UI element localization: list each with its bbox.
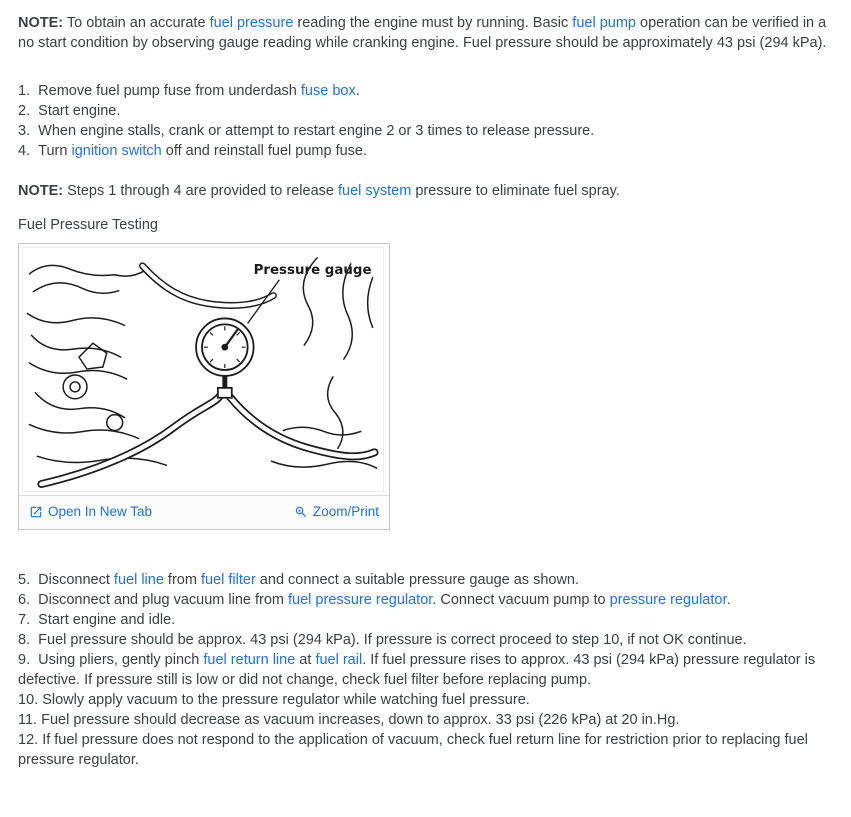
text-segment: Fuel pressure should decrease as vacuum increases, down to approx. 33 psi (226 kPa) at 20 in.Hg. <box>41 712 680 728</box>
inline-link[interactable]: pressure regulator <box>609 592 727 608</box>
step-number: 6. <box>18 592 39 608</box>
text-segment: from <box>163 572 201 588</box>
text-segment: reading the engine must by running. Basic <box>293 15 573 31</box>
step-item <box>18 81 833 101</box>
step-text <box>18 652 815 688</box>
inline-link[interactable]: fuse box <box>300 83 356 99</box>
note-text <box>18 15 826 51</box>
text-segment: Disconnect <box>38 572 114 588</box>
step-text <box>18 732 808 768</box>
text-segment: . If fuel pressure rises to approx. 43 psi (294 kPa) pressure regulator is defective. If pressure still is low or did not change, check fuel filter before replacing pump. <box>18 652 816 688</box>
text-segment: Turn <box>38 143 72 159</box>
text-segment: operation can be verified in a no start condition by observing gauge reading while cranking engine. Fuel pressure should be approximately 43 psi (294 kPa). <box>18 15 827 51</box>
steps-1-4 <box>18 81 833 161</box>
inline-link[interactable]: fuel pressure <box>209 15 294 31</box>
text-segment: Fuel pressure should be approx. 43 psi (294 kPa). If pressure is correct proceed to step 10, if not OK continue. <box>38 632 747 648</box>
step-number: 5. <box>18 572 39 588</box>
open-in-new-icon <box>29 505 43 519</box>
step-text <box>38 143 367 159</box>
inline-link[interactable]: fuel pump <box>572 15 636 31</box>
step-number: 3. <box>18 123 39 139</box>
step-text <box>42 692 530 708</box>
step-number: 8. <box>18 632 39 648</box>
step-number: 4. <box>18 143 39 159</box>
text-segment: Start engine and idle. <box>38 612 176 628</box>
engine-line-drawing <box>22 247 384 492</box>
note-text <box>63 183 620 199</box>
step-text <box>38 103 120 119</box>
note-mid <box>18 181 833 201</box>
step-text <box>41 712 679 728</box>
step-number: 7. <box>18 612 39 628</box>
text-segment: pressure to eliminate fuel spray. <box>411 183 620 199</box>
step-text <box>38 83 360 99</box>
step-text <box>38 612 175 628</box>
text-segment: Start engine. <box>38 103 121 119</box>
text-segment: off and reinstall fuel pump fuse. <box>161 143 368 159</box>
step-item <box>18 730 833 770</box>
text-segment: . <box>726 592 731 608</box>
text-segment: If fuel pressure does not respond to the application of vacuum, check fuel return line for restriction prior to replacing fuel pressure regulator. <box>18 732 808 768</box>
note-top <box>18 13 833 53</box>
step-text <box>38 123 594 139</box>
text-segment: and connect a suitable pressure gauge as shown. <box>255 572 580 588</box>
inline-link[interactable]: fuel return line <box>203 652 296 668</box>
figure-title: Fuel Pressure Testing <box>18 217 158 233</box>
step-number: 1. <box>18 83 39 99</box>
inline-link[interactable]: fuel pressure regulator <box>288 592 433 608</box>
zoom-print-link[interactable] <box>294 502 379 522</box>
step-number: 12. <box>18 732 43 748</box>
figure-block <box>18 215 833 530</box>
text-segment: . Connect vacuum pump to <box>432 592 610 608</box>
step-item <box>18 141 833 161</box>
step-text <box>38 632 746 648</box>
pressure-gauge-label: Pressure gauge <box>253 262 372 278</box>
step-item <box>18 630 833 650</box>
step-number: 9. <box>18 652 39 668</box>
inline-link[interactable]: fuel rail <box>315 652 363 668</box>
step-item <box>18 690 833 710</box>
text-segment: Steps 1 through 4 are provided to release <box>63 183 338 199</box>
step-item <box>18 590 833 610</box>
inline-link[interactable]: fuel line <box>113 572 164 588</box>
figure-frame <box>18 243 390 530</box>
step-item <box>18 570 833 590</box>
inline-link[interactable]: fuel filter <box>200 572 256 588</box>
step-text <box>38 572 579 588</box>
text-segment: When engine stalls, crank or attempt to restart engine 2 or 3 times to release pressure. <box>38 123 595 139</box>
text-segment: Remove fuel pump fuse from underdash <box>38 83 301 99</box>
step-item <box>18 650 833 690</box>
text-segment: at <box>295 652 316 668</box>
open-in-new-tab-link[interactable] <box>29 502 152 522</box>
text-segment: To obtain an accurate <box>63 15 210 31</box>
text-segment: Using pliers, gently pinch <box>38 652 204 668</box>
note-label: NOTE: <box>18 15 64 31</box>
step-item <box>18 610 833 630</box>
step-item <box>18 710 833 730</box>
text-segment: . <box>355 83 360 99</box>
step-number: 10. <box>18 692 43 708</box>
step-number: 2. <box>18 103 39 119</box>
text-segment: Slowly apply vacuum to the pressure regulator while watching fuel pressure. <box>42 692 530 708</box>
steps-5-12 <box>18 570 833 770</box>
open-in-new-tab-label: Open In New Tab <box>48 504 153 519</box>
engine-diagram-image <box>19 244 389 492</box>
text-segment: Disconnect and plug vacuum line from <box>38 592 289 608</box>
note-label: NOTE: <box>18 183 64 199</box>
figure-toolbar <box>19 495 389 529</box>
step-number: 11. <box>18 712 42 728</box>
inline-link[interactable]: fuel system <box>337 183 412 199</box>
step-text <box>38 592 730 608</box>
step-item <box>18 101 833 121</box>
zoom-print-label: Zoom/Print <box>312 504 379 519</box>
step-item <box>18 121 833 141</box>
inline-link[interactable]: ignition switch <box>71 143 162 159</box>
zoom-icon <box>294 505 308 519</box>
